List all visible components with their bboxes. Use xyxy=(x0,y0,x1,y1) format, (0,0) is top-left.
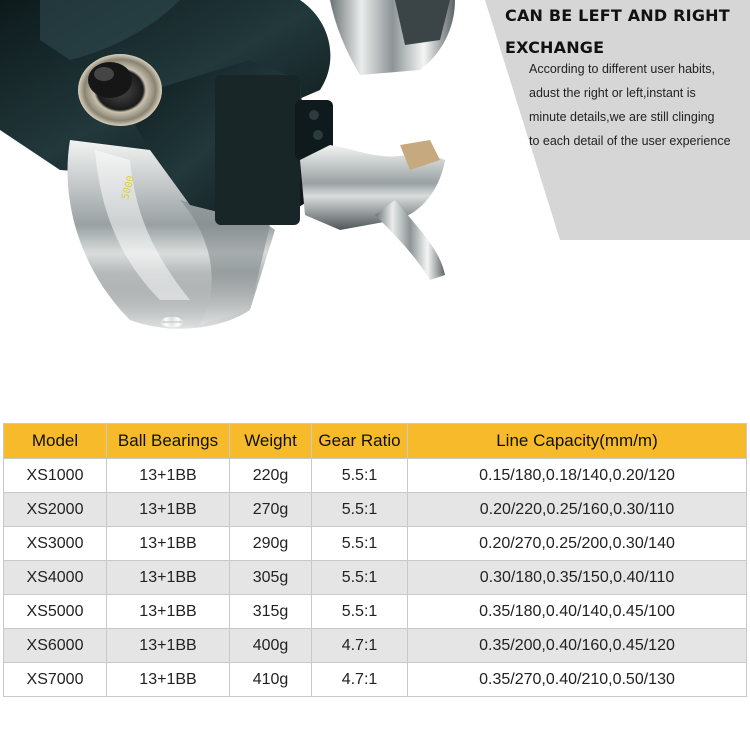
fishing-reel-photo xyxy=(0,0,470,340)
description-line: to each detail of the user experience xyxy=(529,134,731,148)
description-line: minute details,we are still clinging xyxy=(529,110,715,124)
table-row xyxy=(4,629,747,663)
cell-model: XS6000 xyxy=(4,629,107,663)
cell-gear-ratio: 5.5:1 xyxy=(312,527,408,561)
table-row xyxy=(4,493,747,527)
cell-weight: 315g xyxy=(230,595,312,629)
cell-weight: 400g xyxy=(230,629,312,663)
cell-line-capacity: 0.20/220,0.25/160,0.30/110 xyxy=(408,493,747,527)
cell-weight: 410g xyxy=(230,663,312,697)
cell-line-capacity: 0.20/270,0.25/200,0.30/140 xyxy=(408,527,747,561)
cell-line-capacity: 0.15/180,0.18/140,0.20/120 xyxy=(408,459,747,493)
cell-weight: 220g xyxy=(230,459,312,493)
cell-model: XS7000 xyxy=(4,663,107,697)
cell-line-capacity: 0.35/200,0.40/160,0.45/120 xyxy=(408,629,747,663)
cell-ball-bearings: 13+1BB xyxy=(107,561,230,595)
spec-table xyxy=(3,423,747,697)
cell-model: XS5000 xyxy=(4,595,107,629)
cell-model: XS4000 xyxy=(4,561,107,595)
table-row xyxy=(4,459,747,493)
feature-description xyxy=(529,57,750,153)
column-header-gear-ratio: Gear Ratio xyxy=(312,424,408,459)
cell-ball-bearings: 13+1BB xyxy=(107,595,230,629)
feature-headline xyxy=(505,0,750,64)
cell-model: XS3000 xyxy=(4,527,107,561)
column-header-model: Model xyxy=(4,424,107,459)
column-header-ball-bearings: Ball Bearings xyxy=(107,424,230,459)
cell-ball-bearings: 13+1BB xyxy=(107,629,230,663)
description-line: adust the right or left,instant is xyxy=(529,86,696,100)
headline-line: CAN BE LEFT AND RIGHT xyxy=(505,6,730,25)
spec-table-header-row xyxy=(4,424,747,459)
cell-model: XS1000 xyxy=(4,459,107,493)
headline-line: EXCHANGE xyxy=(505,38,605,57)
cell-line-capacity: 0.35/180,0.40/140,0.45/100 xyxy=(408,595,747,629)
cell-ball-bearings: 13+1BB xyxy=(107,663,230,697)
cell-ball-bearings: 13+1BB xyxy=(107,527,230,561)
table-row xyxy=(4,561,747,595)
table-row xyxy=(4,663,747,697)
cell-ball-bearings: 13+1BB xyxy=(107,459,230,493)
cell-gear-ratio: 5.5:1 xyxy=(312,459,408,493)
cell-gear-ratio: 5.5:1 xyxy=(312,561,408,595)
description-line: According to different user habits, xyxy=(529,62,715,76)
cell-gear-ratio: 5.5:1 xyxy=(312,493,408,527)
cell-line-capacity: 0.35/270,0.40/210,0.50/130 xyxy=(408,663,747,697)
cell-gear-ratio: 4.7:1 xyxy=(312,629,408,663)
column-header-line-capacity: Line Capacity(mm/m) xyxy=(408,424,747,459)
cell-model: XS2000 xyxy=(4,493,107,527)
cell-weight: 270g xyxy=(230,493,312,527)
column-header-weight: Weight xyxy=(230,424,312,459)
cell-gear-ratio: 4.7:1 xyxy=(312,663,408,697)
table-row xyxy=(4,595,747,629)
cell-weight: 305g xyxy=(230,561,312,595)
cell-line-capacity: 0.30/180,0.35/150,0.40/110 xyxy=(408,561,747,595)
cell-gear-ratio: 5.5:1 xyxy=(312,595,408,629)
cell-ball-bearings: 13+1BB xyxy=(107,493,230,527)
cell-weight: 290g xyxy=(230,527,312,561)
table-row xyxy=(4,527,747,561)
